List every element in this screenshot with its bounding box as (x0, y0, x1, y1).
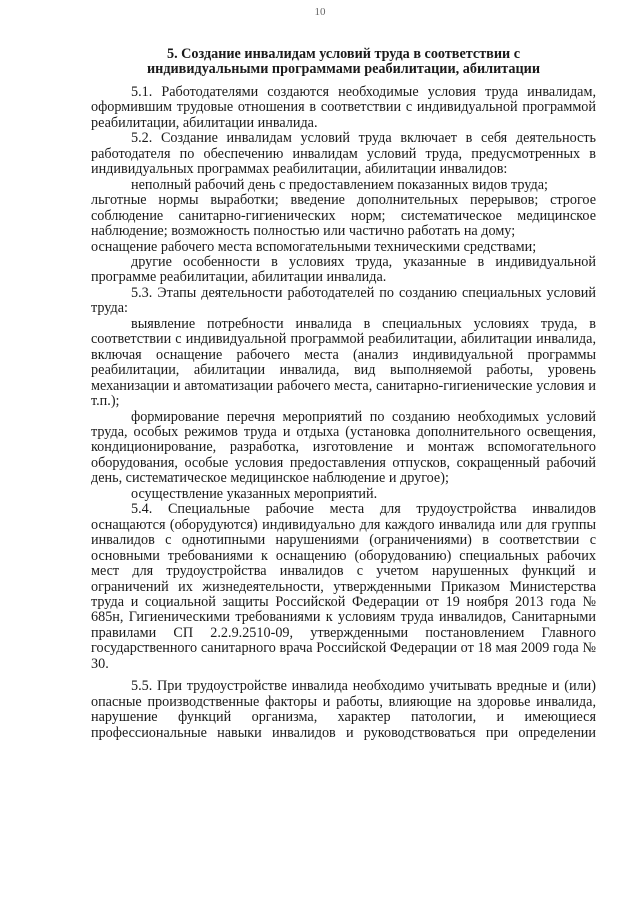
section-heading (91, 47, 596, 76)
section-heading-line-2: индивидуальными программами реабилитации, абилитации (146, 60, 541, 77)
list-item-other-features: другие особенности в условиях труда, указанные в индивидуальной программе реабилитации, абилитации инвалида. (91, 253, 596, 286)
page-number: 10 (314, 6, 326, 18)
list-item-workplace-equipment: оснащение рабочего места вспомогательными техническими средствами; (91, 238, 537, 255)
list-item-preferential-norms: льготные нормы выработки; введение дополнительных перерывов; строгое соблюдение санитарно-гигиенических норм; систематическое медицинское наблюдение; возможность полностью или частично работать на дому; (91, 192, 596, 240)
list-item-implement-measures: осуществление указанных мероприятий. (131, 485, 378, 502)
paragraph-5-3: 5.3. Этапы деятельности работодателей по созданию специальных условий труда: (91, 284, 596, 317)
paragraph-5-5: 5.5. При трудоустройстве инвалида необходимо учитывать вредные и (или) опасные производственные факторы и работы, влияющие на здоровье инвалида, нарушение функций организма, характер патологии, и имеющиеся профессиональные навыки инвалидов и руководствоваться при определении (91, 678, 596, 741)
paragraph-5-1: 5.1. Работодателями создаются необходимые условия труда инвалидам, оформившим трудовые отношения в соответствии с индивидуальной программой реабилитации, абилитации инвалида. (91, 84, 596, 131)
list-item-form-measures: формирование перечня мероприятий по созданию необходимых условий труда, особых режимов труда и отдыха (установка дополнительного освещения, кондиционирование, разработка, изготовление и монтаж вспомогательного оборудования, особые условия предоставления отпусков, сокращенный рабочий день, систематическое медицинское наблюдение и другое); (91, 408, 596, 487)
section-content (91, 47, 596, 741)
paragraph-5-2: 5.2. Создание инвалидам условий труда включает в себя деятельность работодателя по обеспечению инвалидам условий труда, предусмотренных в индивидуальных программах реабилитации, абилитации инвалидов: (91, 130, 596, 178)
paragraph-5-4: 5.4. Специальные рабочие места для трудоустройства инвалидов оснащаются (оборудуются) индивидуально для каждого инвалида или для группы инвалидов с однотипными нарушениями (ограничениями) в соответствии с основными требованиями к оснащению (оборудованию) специальных рабочих мест для трудоустройства инвалидов с учетом нарушенных функций и ограничений их жизнедеятельности, утвержденными Приказом Министерства труда и социальной защиты Российской Федерации от 19 ноября 2013 года № 685н, Гигиеническими требованиями к условиям труда инвалидов, Санитарными правилами СП 2.2.9.2510-09, утвержденными постановлением Главного государственного санитарного врача Российской Федерации от 18 мая 2009 года № 30. (91, 501, 596, 672)
list-item-part-time: неполный рабочий день с предоставлением показанных видов труда; (131, 176, 548, 193)
section-heading-line-1: 5. Создание инвалидам условий труда в соответствии с (166, 46, 521, 62)
list-item-identify-needs: выявление потребности инвалида в специальных условиях труда, в соответствии с индивидуальной программой реабилитации, абилитации инвалида, включая оснащение рабочего места (анализ индивидуальной программы реабилитации, абилитации инвалида, вид выполняемой работы, уровень механизации и автоматизации рабочего места, санитарно-гигиенические условия и т.п.); (91, 315, 596, 410)
